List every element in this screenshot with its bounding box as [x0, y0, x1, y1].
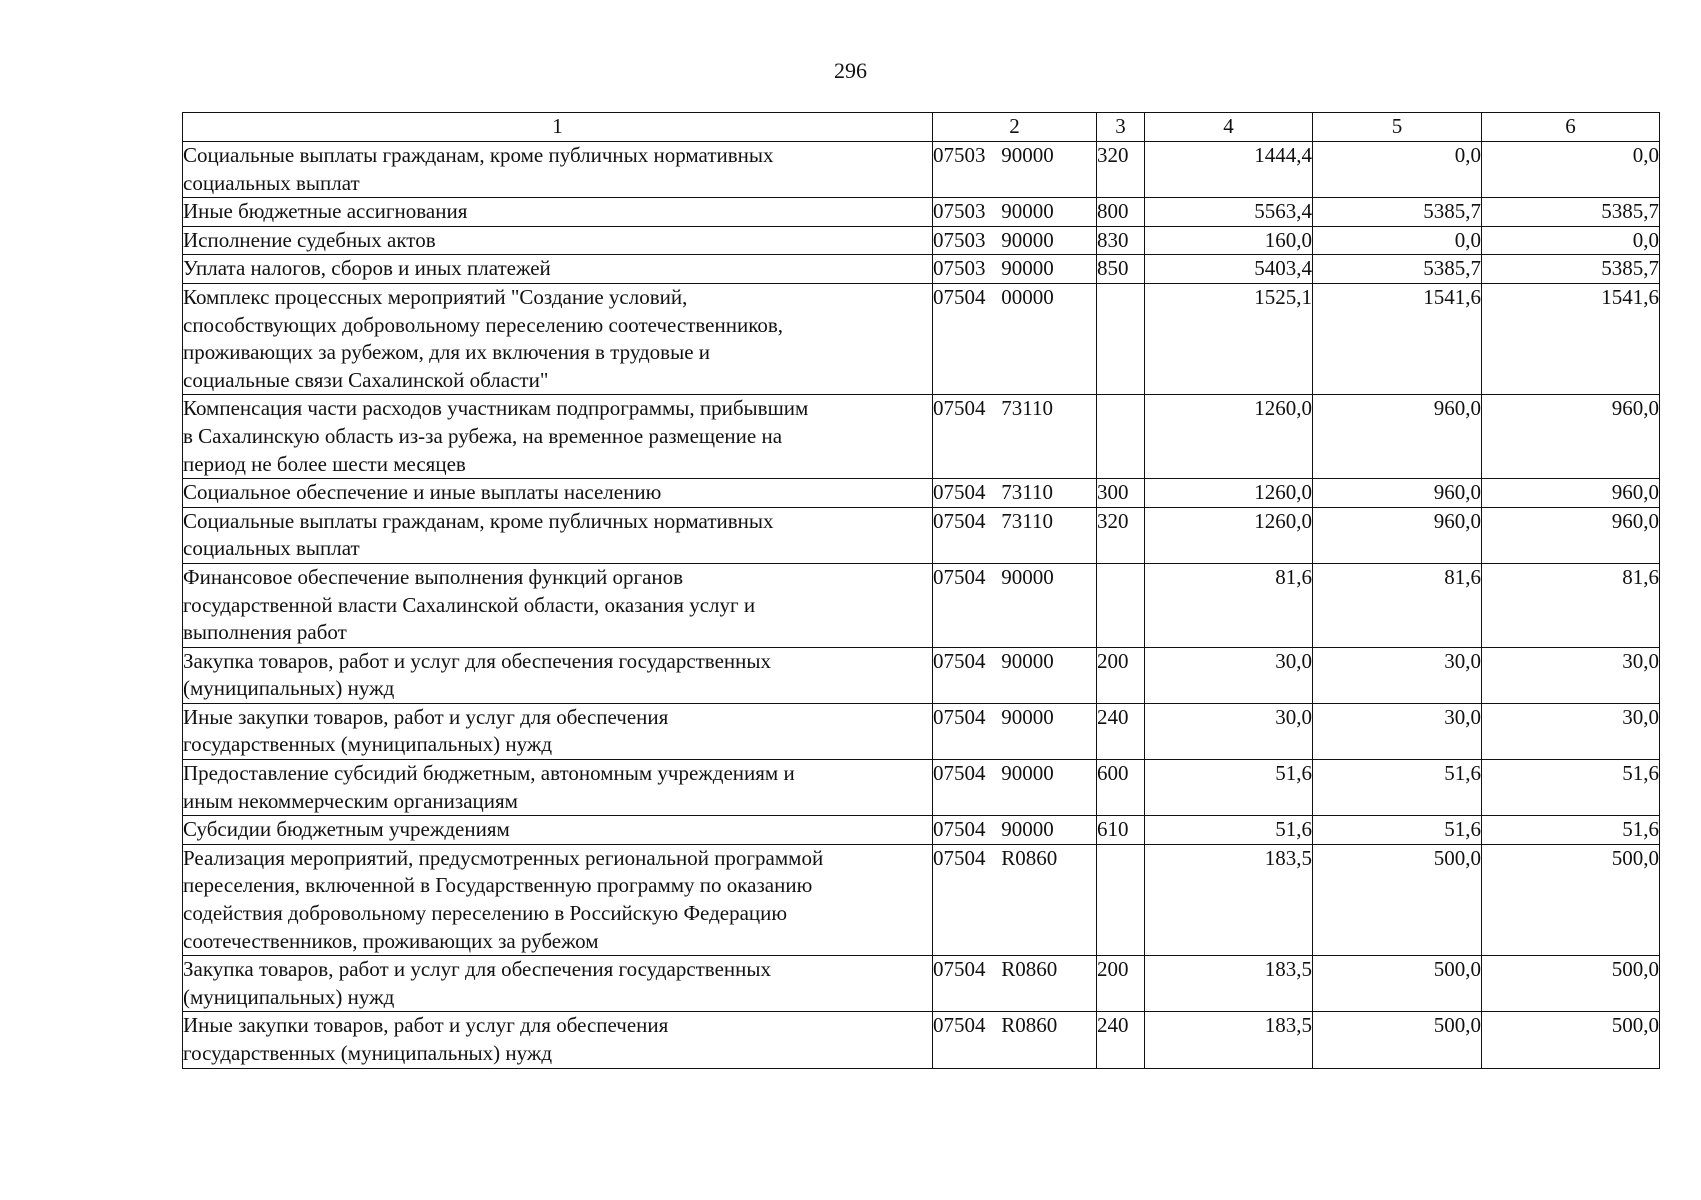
page-number: 296	[834, 58, 867, 83]
row-name	[183, 563, 933, 647]
row-code: 07503 90000	[933, 142, 1097, 198]
row-expense-type: 240	[1097, 703, 1145, 759]
row-value-col5: 500,0	[1313, 956, 1482, 1012]
row-value-col4: 183,5	[1145, 956, 1313, 1012]
budget-table	[182, 112, 1660, 1069]
row-value-col5: 51,6	[1313, 760, 1482, 816]
row-value-col6: 960,0	[1482, 479, 1660, 508]
row-value-col4: 51,6	[1145, 816, 1313, 845]
row-name	[183, 507, 933, 563]
row-name	[183, 479, 933, 508]
row-value-col6: 51,6	[1482, 760, 1660, 816]
row-value-col4: 30,0	[1145, 703, 1313, 759]
table-row	[183, 563, 1660, 647]
row-name-line: переселения, включенной в Государственную программу по оказанию	[183, 873, 813, 898]
row-value-col5: 500,0	[1313, 1012, 1482, 1068]
row-code: 07504 00000	[933, 283, 1097, 394]
table-row	[183, 647, 1660, 703]
row-name-line: Иные закупки товаров, работ и услуг для обеспечения	[183, 1013, 669, 1038]
row-name-line: Уплата налогов, сборов и иных платежей	[183, 256, 551, 281]
row-value-col5: 0,0	[1313, 142, 1482, 198]
row-expense-type: 320	[1097, 507, 1145, 563]
row-code: 07504 73110	[933, 479, 1097, 508]
row-name-line: Иные бюджетные ассигнования	[183, 199, 468, 224]
row-name-line: способствующих добровольному переселению соотечественников,	[183, 312, 783, 337]
row-name-line: Социальные выплаты гражданам, кроме публичных нормативных	[183, 143, 774, 167]
row-value-col6: 81,6	[1482, 563, 1660, 647]
row-value-col6: 500,0	[1482, 1012, 1660, 1068]
row-value-col5: 30,0	[1313, 703, 1482, 759]
row-code: 07503 90000	[933, 255, 1097, 284]
row-value-col6: 5385,7	[1482, 255, 1660, 284]
row-name	[183, 226, 933, 255]
row-name	[183, 816, 933, 845]
header-col-4: 4	[1145, 113, 1313, 142]
row-name-line: Иные закупки товаров, работ и услуг для обеспечения	[183, 704, 669, 729]
row-name-line: Компенсация части расходов участникам подпрограммы, прибывшим	[183, 396, 809, 421]
row-value-col5: 30,0	[1313, 647, 1482, 703]
row-name	[183, 255, 933, 284]
row-value-col6: 1541,6	[1482, 283, 1660, 394]
row-name-line: в Сахалинскую область из-за рубежа, на временное размещение на	[183, 423, 783, 448]
table-row	[183, 283, 1660, 394]
table-row	[183, 1012, 1660, 1068]
header-col-1: 1	[183, 113, 933, 142]
row-value-col5: 960,0	[1313, 479, 1482, 508]
row-expense-type: 200	[1097, 647, 1145, 703]
row-expense-type: 240	[1097, 1012, 1145, 1068]
row-code: 07504 R0860	[933, 956, 1097, 1012]
row-name-line: Социальные выплаты гражданам, кроме публичных нормативных	[183, 508, 774, 533]
row-name-line: выполнения работ	[183, 620, 347, 645]
row-name-line: Закупка товаров, работ и услуг для обеспечения государственных	[183, 957, 772, 982]
row-name-line: социальные связи Сахалинской области"	[183, 367, 549, 392]
table-header-row	[183, 113, 1660, 142]
row-name-line: иным некоммерческим организациям	[183, 788, 518, 813]
row-name-line: социальных выплат	[183, 536, 360, 561]
row-value-col6: 51,6	[1482, 816, 1660, 845]
row-expense-type	[1097, 283, 1145, 394]
row-code: 07503 90000	[933, 226, 1097, 255]
row-name-line: Закупка товаров, работ и услуг для обеспечения государственных	[183, 648, 772, 673]
row-value-col4: 1525,1	[1145, 283, 1313, 394]
row-expense-type: 610	[1097, 816, 1145, 845]
row-value-col5: 51,6	[1313, 816, 1482, 845]
row-value-col4: 5563,4	[1145, 198, 1313, 227]
row-code: 07504 90000	[933, 647, 1097, 703]
row-code: 07504 90000	[933, 816, 1097, 845]
row-value-col5: 960,0	[1313, 507, 1482, 563]
row-name	[183, 844, 933, 955]
table-row	[183, 395, 1660, 479]
row-value-col6: 5385,7	[1482, 198, 1660, 227]
row-expense-type: 830	[1097, 226, 1145, 255]
row-value-col6: 500,0	[1482, 844, 1660, 955]
row-value-col4: 1260,0	[1145, 395, 1313, 479]
row-name-line: соотечественников, проживающих за рубежом	[183, 928, 599, 953]
row-name-line: Финансовое обеспечение выполнения функций органов	[183, 564, 684, 589]
row-name-line: Исполнение судебных актов	[183, 227, 436, 252]
header-col-2: 2	[933, 113, 1097, 142]
row-name-line: государственной власти Сахалинской области, оказания услуг и	[183, 592, 756, 617]
row-value-col6: 0,0	[1482, 226, 1660, 255]
header-col-5: 5	[1313, 113, 1482, 142]
row-value-col5: 5385,7	[1313, 255, 1482, 284]
row-name-line: (муниципальных) нужд	[183, 676, 395, 701]
row-expense-type: 850	[1097, 255, 1145, 284]
row-value-col6: 30,0	[1482, 647, 1660, 703]
table-row	[183, 198, 1660, 227]
row-value-col6: 960,0	[1482, 507, 1660, 563]
row-value-col4: 183,5	[1145, 1012, 1313, 1068]
row-expense-type: 300	[1097, 479, 1145, 508]
row-name-line: проживающих за рубежом, для их включения в трудовые и	[183, 340, 711, 365]
row-name-line: государственных (муниципальных) нужд	[183, 1041, 553, 1065]
row-name	[183, 1012, 933, 1068]
row-name	[183, 142, 933, 198]
row-name-line: Комплекс процессных мероприятий "Создание условий,	[183, 284, 688, 309]
row-name-line: Предоставление субсидий бюджетным, автономным учреждениям и	[183, 761, 795, 786]
row-value-col4: 183,5	[1145, 844, 1313, 955]
row-value-col4: 160,0	[1145, 226, 1313, 255]
row-name	[183, 198, 933, 227]
row-name-line: Социальное обеспечение и иные выплаты населению	[183, 480, 662, 505]
table-row	[183, 760, 1660, 816]
row-code: 07504 R0860	[933, 844, 1097, 955]
row-expense-type: 320	[1097, 142, 1145, 198]
row-name	[183, 703, 933, 759]
row-name-line: Субсидии бюджетным учреждениям	[183, 817, 510, 842]
row-expense-type: 600	[1097, 760, 1145, 816]
table-row	[183, 507, 1660, 563]
row-value-col4: 51,6	[1145, 760, 1313, 816]
table-row	[183, 479, 1660, 508]
row-code: 07504 90000	[933, 703, 1097, 759]
table-row	[183, 226, 1660, 255]
row-value-col4: 81,6	[1145, 563, 1313, 647]
row-expense-type	[1097, 563, 1145, 647]
row-value-col4: 5403,4	[1145, 255, 1313, 284]
table-row	[183, 703, 1660, 759]
row-code: 07504 90000	[933, 563, 1097, 647]
header-col-3: 3	[1097, 113, 1145, 142]
row-name	[183, 283, 933, 394]
row-code: 07503 90000	[933, 198, 1097, 227]
row-name-line: период не более шести месяцев	[183, 451, 466, 476]
table-row	[183, 816, 1660, 845]
row-name	[183, 956, 933, 1012]
row-value-col4: 30,0	[1145, 647, 1313, 703]
row-code: 07504 73110	[933, 395, 1097, 479]
row-value-col4: 1260,0	[1145, 507, 1313, 563]
row-value-col5: 0,0	[1313, 226, 1482, 255]
table-row	[183, 255, 1660, 284]
row-value-col5: 1541,6	[1313, 283, 1482, 394]
row-name-line: содействия добровольному переселению в Российскую Федерацию	[183, 901, 788, 926]
row-value-col6: 500,0	[1482, 956, 1660, 1012]
row-value-col6: 960,0	[1482, 395, 1660, 479]
row-value-col5: 81,6	[1313, 563, 1482, 647]
row-value-col4: 1444,4	[1145, 142, 1313, 198]
table-row	[183, 956, 1660, 1012]
row-expense-type	[1097, 844, 1145, 955]
row-code: 07504 73110	[933, 507, 1097, 563]
row-value-col5: 5385,7	[1313, 198, 1482, 227]
row-expense-type: 200	[1097, 956, 1145, 1012]
row-code: 07504 90000	[933, 760, 1097, 816]
row-name-line: Реализация мероприятий, предусмотренных региональной программой	[183, 845, 824, 870]
header-col-6: 6	[1482, 113, 1660, 142]
row-expense-type	[1097, 395, 1145, 479]
row-name	[183, 647, 933, 703]
row-name	[183, 395, 933, 479]
row-name-line: социальных выплат	[183, 170, 360, 195]
row-name	[183, 760, 933, 816]
row-name-line: государственных (муниципальных) нужд	[183, 732, 553, 757]
row-value-col5: 960,0	[1313, 395, 1482, 479]
table-row	[183, 142, 1660, 198]
row-value-col6: 30,0	[1482, 703, 1660, 759]
row-expense-type: 800	[1097, 198, 1145, 227]
row-value-col4: 1260,0	[1145, 479, 1313, 508]
row-value-col5: 500,0	[1313, 844, 1482, 955]
table-row	[183, 844, 1660, 955]
row-name-line: (муниципальных) нужд	[183, 984, 395, 1009]
row-code: 07504 R0860	[933, 1012, 1097, 1068]
row-value-col6: 0,0	[1482, 142, 1660, 198]
